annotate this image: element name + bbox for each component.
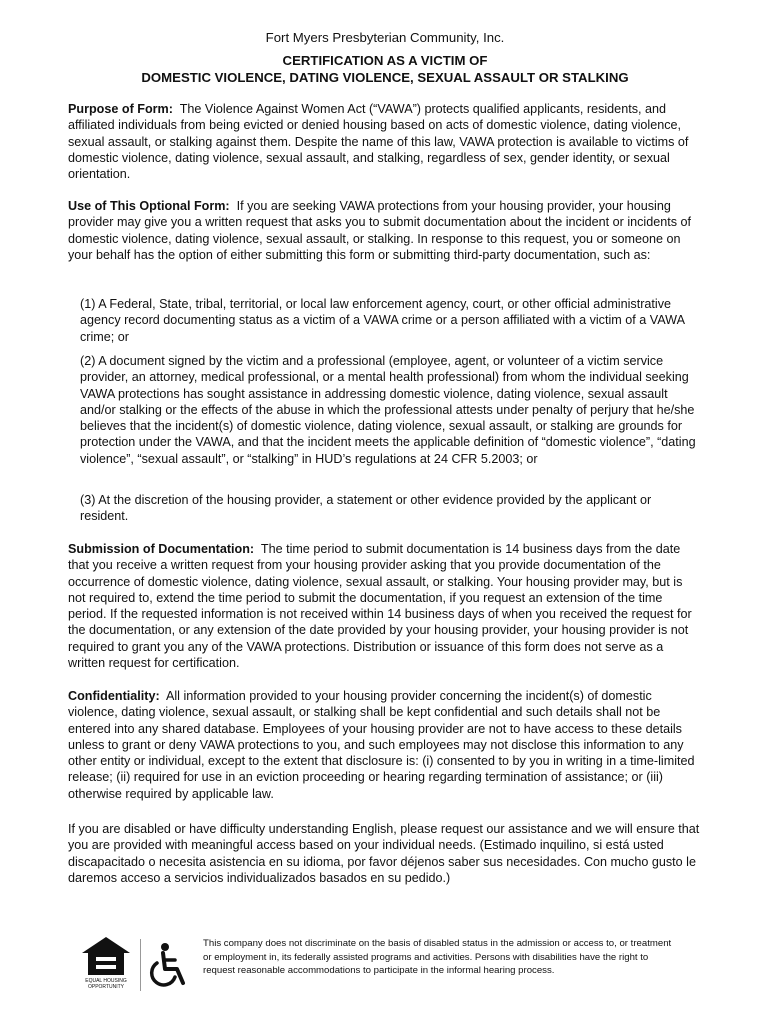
confidentiality-label: Confidentiality: — [68, 689, 160, 703]
list-item-1: (1) A Federal, State, tribal, territorial, or local law enforcement agency, court, or other official administrative agency record documenting status as a victim of a VAWA crime or a person affiliated with a victim of a VAWA crime; or — [80, 297, 685, 344]
form-title-line-2: DOMESTIC VIOLENCE, DATING VIOLENCE, SEXUAL ASSAULT OR STALKING — [141, 69, 629, 85]
use-label: Use of This Optional Form: — [68, 199, 230, 213]
equal-housing-opportunity-icon — [80, 935, 132, 990]
purpose-label: Purpose of Form: — [68, 102, 173, 116]
submission-label: Submission of Documentation: — [68, 542, 255, 556]
confidentiality-text: All information provided to your housing provider concerning the incident(s) of domestic violence, dating violence, sexual assault, or stalking shall be kept confidential and such details shall not be entered into any shared database. Employees of your housing provider are not to have access to these details unless to grant or deny VAWA protections to you, and such employees may not disclose this information to any other entity or individual, except to the extent that disclosure is: (i) consented to by you in writing in a time-limited release; (ii) required for use in an eviction proceeding or hearing regarding termination of assistance; or (iii) otherwise required by applicable law. — [68, 689, 695, 801]
form-title — [0, 53, 770, 86]
submission-section — [68, 541, 702, 671]
confidentiality-section — [68, 688, 702, 802]
opportunity-text: OPPORTUNITY — [87, 984, 125, 990]
non-discrimination-disclaimer: This company does not discriminate on the basis of disabled status in the admission or access to, or treatment or employment in, its federally assisted programs and activities. Persons with disabilities have the right to request reasonable accommodations to participate in the informal hearing process. — [203, 938, 672, 976]
purpose-section — [68, 101, 702, 182]
footer — [80, 935, 700, 995]
use-section — [68, 198, 702, 263]
equal-housing-text: EQUAL HOUSING — [85, 978, 127, 984]
submission-text: The time period to submit documentation is 14 business days from the date that you receive a written request from your housing provider asking that you provide documentation of the occurrence of domestic violence, dating violence, sexual assault, or stalking. Your housing provider may, but is not required to, extend the time period to submit the documentation, if you request an extension of the time period. If the requested information is not received within 14 business days of when you received the request for the documentation, or any extension of the date provided by your housing provider, your housing provider is not required to grant you any of the VAWA protections. Distribution or issuance of this form does not serve as a written request for certification. — [68, 542, 692, 671]
assistance-section: If you are disabled or have difficulty understanding English, please request our assistance and we will ensure that you are provided with meaningful access based on your individual needs. (Estimado inquilino, si está usted discapacitado o necesita asistencia en su idioma, por favor déjenos saber sus necesidades. Con mucho gusto le daremos acceso a servicios individualizados basados en su pedido.) — [68, 822, 700, 885]
purpose-text: The Violence Against Women Act (“VAWA”) protects qualified applicants, residents, and affiliated individuals from being evicted or denied housing based on acts of domestic violence, dating violence, sexual assault, or stalking against them. Despite the name of this law, VAWA protection is available to victims of domestic violence, dating violence, sexual assault, and stalking, regardless of sex, gender identity, or sexual orientation. — [68, 102, 689, 182]
organization-name: Fort Myers Presbyterian Community, Inc. — [265, 30, 505, 45]
wheelchair-accessibility-icon — [145, 941, 193, 987]
footer-divider — [140, 939, 141, 991]
list-item-3: (3) At the discretion of the housing provider, a statement or other evidence provided by the applicant or resident. — [80, 493, 652, 524]
list-item-2: (2) A document signed by the victim and a professional (employee, agent, or volunteer of a victim service provider, an attorney, medical professional, or a mental health professional) from whom the individual seeking VAWA protections has sought assistance in addressing domestic violence, dating violence, sexual assault and/or stalking or the effects of the abuse in which the professional attests under penalty of perjury that he/she believes that the incident(s) of domestic violence, dating violence, sexual assault, or stalking are grounds for protection under the VAWA, and that the incident meets the applicable definition of “domestic violence”, “dating violence”, “sexual assault”, or “stalking” in HUD’s regulations at 24 CFR 5.2003; or — [80, 354, 696, 466]
use-text: If you are seeking VAWA protections from your housing provider, your housing provider may give you a written request that asks you to submit documentation about the incident or incidents of domestic violence, dating violence, sexual assault, or stalking. In response to this request, you or someone on your behalf has the option of either submitting this form or submitting third-party documentation, such as: — [68, 199, 692, 262]
form-title-line-1: CERTIFICATION AS A VICTIM OF — [282, 53, 488, 68]
